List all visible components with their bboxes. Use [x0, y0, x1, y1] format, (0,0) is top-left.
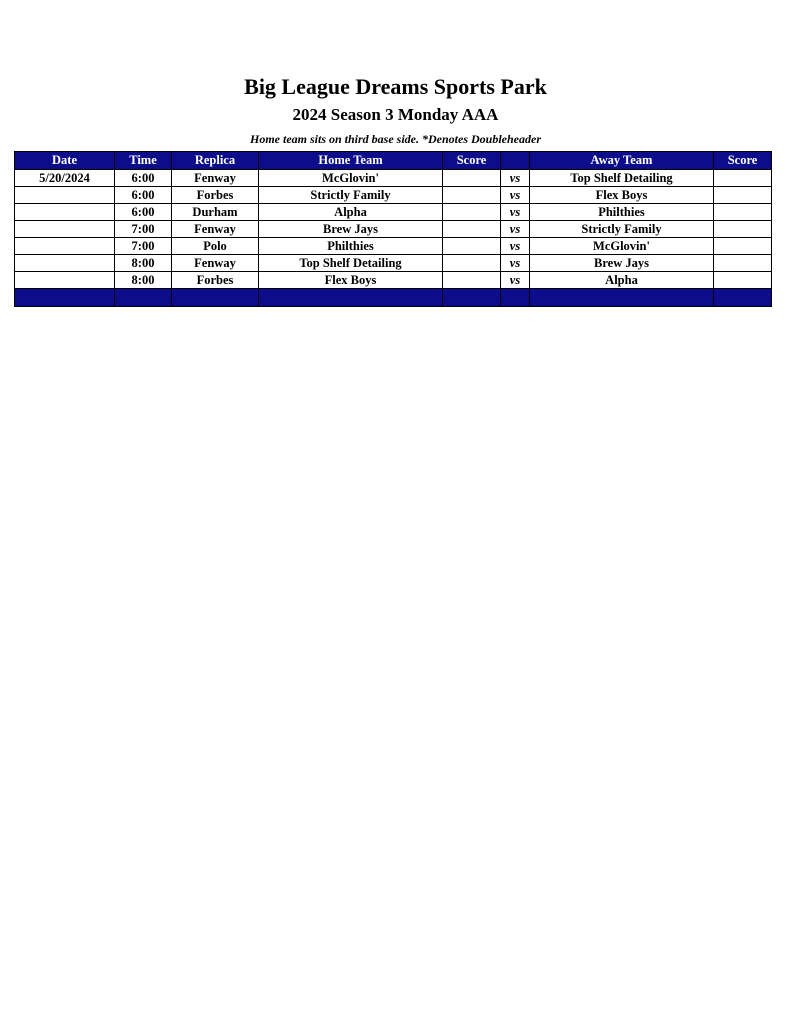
- schedule-note: Home team sits on third base side. *Denotes Doubleheader: [250, 132, 541, 146]
- cell-vs: vs: [501, 238, 530, 255]
- cell-time: 6:00: [115, 204, 172, 221]
- cell-vs: vs: [501, 221, 530, 238]
- cell-time: 6:00: [115, 170, 172, 187]
- cell-away-team: Alpha: [530, 272, 714, 289]
- cell-away-team: Philthies: [530, 204, 714, 221]
- page-subtitle: 2024 Season 3 Monday AAA: [292, 105, 499, 124]
- cell-away-score: [714, 272, 772, 289]
- cell-home-score: [443, 204, 501, 221]
- cell-vs: vs: [501, 204, 530, 221]
- cell-date: [15, 221, 115, 238]
- cell-time: 6:00: [115, 187, 172, 204]
- cell-home-team: Top Shelf Detailing: [259, 255, 443, 272]
- cell-time: 7:00: [115, 238, 172, 255]
- cell-home-score: [443, 187, 501, 204]
- footer-cell: [115, 289, 172, 307]
- cell-home-score: [443, 255, 501, 272]
- cell-time: 8:00: [115, 272, 172, 289]
- cell-replica: Polo: [172, 238, 259, 255]
- table-row: [15, 272, 772, 289]
- cell-away-score: [714, 255, 772, 272]
- cell-away-team: McGlovin': [530, 238, 714, 255]
- cell-replica: Fenway: [172, 221, 259, 238]
- cell-away-team: Brew Jays: [530, 255, 714, 272]
- cell-home-team: Brew Jays: [259, 221, 443, 238]
- table-row: [15, 221, 772, 238]
- footer-cell: [714, 289, 772, 307]
- col-header-replica: Replica: [172, 152, 259, 170]
- cell-away-score: [714, 204, 772, 221]
- cell-replica: Fenway: [172, 255, 259, 272]
- col-header-away-score: Score: [714, 152, 772, 170]
- cell-replica: Forbes: [172, 272, 259, 289]
- page-title: Big League Dreams Sports Park: [244, 74, 547, 99]
- footer-cell: [443, 289, 501, 307]
- cell-home-score: [443, 272, 501, 289]
- table-row: [15, 187, 772, 204]
- cell-away-team: Top Shelf Detailing: [530, 170, 714, 187]
- col-header-home-team: Home Team: [259, 152, 443, 170]
- col-header-home-score: Score: [443, 152, 501, 170]
- cell-date: [15, 204, 115, 221]
- cell-vs: vs: [501, 272, 530, 289]
- footer-cell: [501, 289, 530, 307]
- table-row: [15, 170, 772, 187]
- col-header-date: Date: [15, 152, 115, 170]
- schedule-table: [14, 151, 772, 307]
- cell-home-score: [443, 170, 501, 187]
- cell-away-score: [714, 221, 772, 238]
- cell-replica: Fenway: [172, 170, 259, 187]
- col-header-time: Time: [115, 152, 172, 170]
- footer-row: [15, 289, 772, 307]
- footer-cell: [530, 289, 714, 307]
- cell-date: 5/20/2024: [15, 170, 115, 187]
- cell-date: [15, 238, 115, 255]
- col-header-away-team: Away Team: [530, 152, 714, 170]
- cell-time: 7:00: [115, 221, 172, 238]
- table-row: [15, 255, 772, 272]
- cell-home-team: Strictly Family: [259, 187, 443, 204]
- cell-home-team: Flex Boys: [259, 272, 443, 289]
- footer-cell: [259, 289, 443, 307]
- cell-date: [15, 255, 115, 272]
- cell-date: [15, 272, 115, 289]
- footer-cell: [172, 289, 259, 307]
- cell-away-team: Flex Boys: [530, 187, 714, 204]
- cell-replica: Forbes: [172, 187, 259, 204]
- cell-vs: vs: [501, 255, 530, 272]
- cell-home-score: [443, 221, 501, 238]
- cell-away-score: [714, 238, 772, 255]
- cell-away-score: [714, 187, 772, 204]
- col-header-vs: [501, 152, 530, 170]
- cell-time: 8:00: [115, 255, 172, 272]
- cell-vs: vs: [501, 187, 530, 204]
- cell-away-score: [714, 170, 772, 187]
- cell-home-team: Philthies: [259, 238, 443, 255]
- cell-vs: vs: [501, 170, 530, 187]
- cell-date: [15, 187, 115, 204]
- cell-home-score: [443, 238, 501, 255]
- footer-cell: [15, 289, 115, 307]
- cell-home-team: McGlovin': [259, 170, 443, 187]
- cell-home-team: Alpha: [259, 204, 443, 221]
- header-row: [15, 152, 772, 170]
- cell-replica: Durham: [172, 204, 259, 221]
- cell-away-team: Strictly Family: [530, 221, 714, 238]
- table-row: [15, 204, 772, 221]
- table-row: [15, 238, 772, 255]
